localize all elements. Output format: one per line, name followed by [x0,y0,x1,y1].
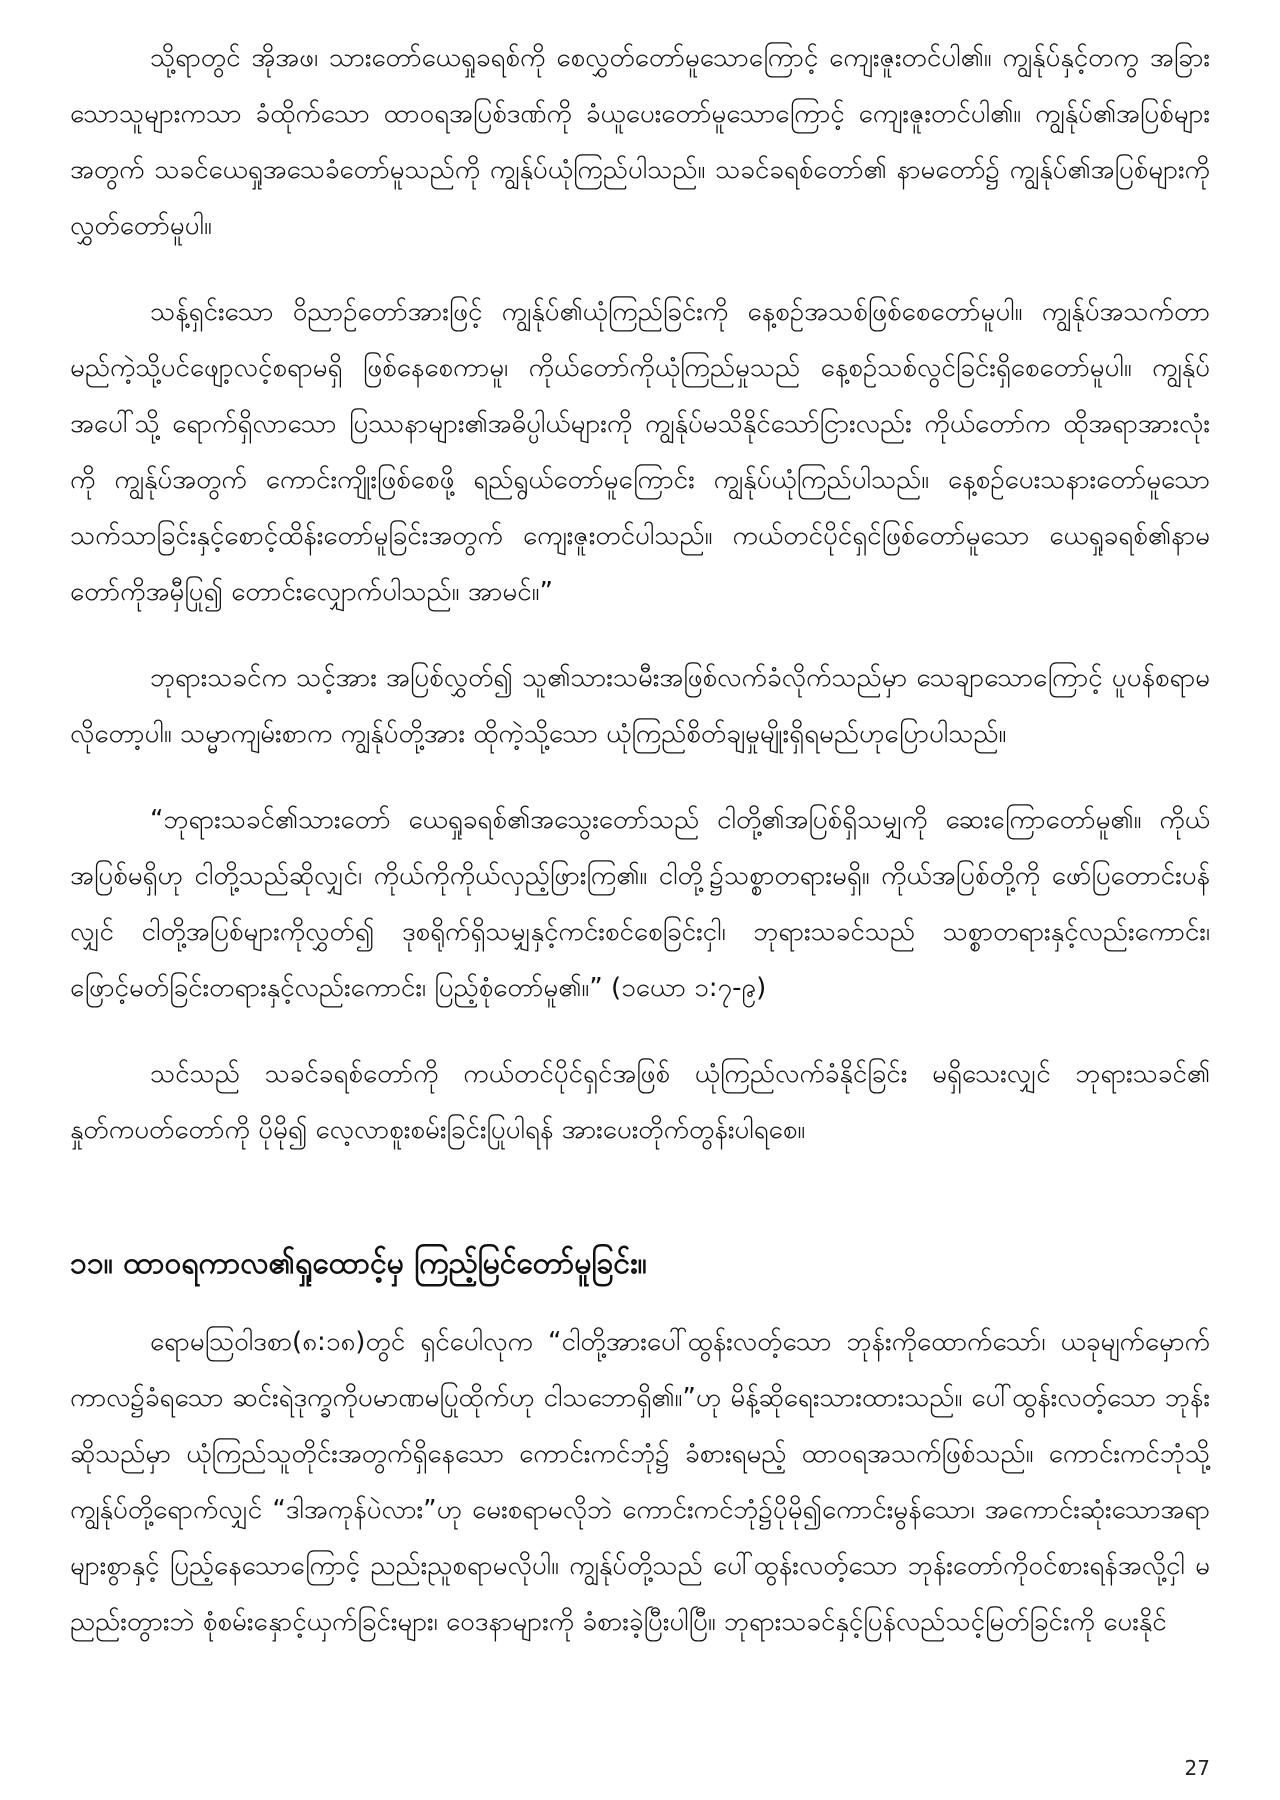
page-number: 27 [1184,1756,1210,1780]
document-page [70,30,1210,1730]
body-paragraph: သန့်ရှင်းသော ဝိညာဉ်တော်အားဖြင့် ကျွန်ုပ်၏ယုံကြည်ခြင်းကို နေ့စဉ်အသစ်ဖြစ်စေတော်မူပါ။ ကျွန်ုပ်အသက်တာ မည်ကဲ့သို့ပင်ဖျော့လင့်စရာမရှိ ဖြစ်နေစေကာမူ၊ ကိုယ်တော်ကိုယုံကြည်မှုသည် နေ့စဉ်သစ်လွင်ခြင်းရှိစေတော်မူပါ။ ကျွန်ုပ်အပေါ်သို့ ရောက်ရှိလာသော ပြဿနာများ၏အဓိပ္ပါယ်များကို ကျွန်ုပ်မသိနိုင်သော်ငြားလည်း ကိုယ်တော်က ထိုအရာအားလုံးကို ကျွန်ုပ်အတွက် ကောင်းကျိုးဖြစ်စေဖို့ ရည်ရွယ်တော်မူကြောင်း ကျွန်ုပ်ယုံကြည်ပါသည်။ နေ့စဉ်ပေးသနားတော်မူသော သက်သာခြင်းနှင့်စောင့်ထိန်းတော်မူခြင်းအတွက် ကျေးဇူးတင်ပါသည်။ ကယ်တင်ပိုင်ရှင်ဖြစ်တော်မူသော ယေရှုခရစ်၏နာမတော်ကိုအမှီပြု၍ တောင်းလျှောက်ပါသည်။ အာမင်။” [70,297,1210,607]
body-paragraph: သို့ရာတွင် အိုအဖ၊ သားတော်ယေရှုခရစ်ကို စေလွှတ်တော်မူသောကြောင့် ကျေးဇူးတင်ပါ၏။ ကျွန်ုပ်နှင့်တကွ အခြားသောသူများကသာ ခံထိုက်သော ထာဝရအပြစ်ဒဏ်ကို ခံယူပေးတော်မူသောကြောင့် ကျေးဇူးတင်ပါ၏။ ကျွန်ုပ်၏အပြစ်များအတွက် သခင်ယေရှုအသေခံတော်မူသည်ကို ကျွန်ုပ်ယုံကြည်ပါသည်။ သခင်ခရစ်တော်၏ နာမတော်၌ ကျွန်ုပ်၏အပြစ်များကို လွှတ်တော်မူပါ။ [70,43,1210,241]
body-paragraph: ဘုရားသခင်က သင့်အား အပြစ်လွှတ်၍ သူ၏သားသမီးအဖြစ်လက်ခံလိုက်သည်မှာ သေချာသောကြောင့် ပူပန်စရာမလိုတော့ပါ။ သမ္မာကျမ်းစာက ကျွန်ုပ်တို့အား ထိုကဲ့သို့သော ယုံကြည်စိတ်ချမှုမျိုးရှိရမည်ဟုပြောပါသည်။ [70,663,1210,749]
scripture-quote-paragraph: “ဘုရားသခင်၏သားတော် ယေရှုခရစ်၏အသွေးတော်သည် ငါတို့၏အပြစ်ရှိသမျှကို ဆေးကြောတော်မူ၏။ ကိုယ်အပြစ်မရှိဟု ငါတို့သည်ဆိုလျှင်၊ ကိုယ်ကိုကိုယ်လှည့်ဖြားကြ၏။ ငါတို့၌သစ္စာတရားမရှိ။ ကိုယ်အပြစ်တို့ကို ဖော်ပြတောင်းပန်လျှင် ငါတို့အပြစ်များကိုလွှတ်၍ ဒုစရိုက်ရှိသမျှနှင့်ကင်းစင်စေခြင်းငှါ၊ ဘုရားသခင်သည် သစ္စာတရားနှင့်လည်းကောင်း၊ ဖြောင့်မတ်ခြင်းတရားနှင့်လည်းကောင်း၊ ပြည့်စုံတော်မူ၏။” (၁ယော ၁:၇-၉) [70,805,1210,1003]
section-spacer [70,1188,1210,1236]
section-heading: ၁၁။ ထာဝရကာလ၏ရှုထောင့်မှ ကြည့်မြင်တော်မူခြင်း။ [70,1246,647,1281]
body-paragraph: ရောမဩဝါဒစာ(၈:၁၈)တွင် ရှင်ပေါလုက “ငါတို့အားပေါ်ထွန်းလတ့်သော ဘုန်းကိုထောက်သော်၊ ယခုမျက်မှောက်ကာလ၌ခံရသော ဆင်းရဲဒုက္ခကိုပမာဏမပြုထိုက်ဟု ငါသဘောရှိ၏။”ဟု မိန့်ဆိုရေးသားထားသည်။ ပေါ်ထွန်းလတ့်သော ဘုန်းဆိုသည်မှာ ယုံကြည်သူတိုင်းအတွက်ရှိနေသော ကောင်းကင်ဘုံ၌ ခံစားရမည့် ထာဝရအသက်ဖြစ်သည်။ ကောင်းကင်ဘုံသို့ကျွန်ုပ်တို့ရောက်လျှင် “ဒါအကုန်ပဲလား”ဟု မေးစရာမလိုဘဲ ကောင်းကင်ဘုံ၌ပိုမို၍ကောင်းမွန်သော၊ အကောင်းဆုံးသောအရာများစွာနှင့် ပြည့်နေသောကြောင့် ညည်းညူစရာမလိုပါ။ ကျွန်ုပ်တို့သည် ပေါ်ထွန်းလတ့်သော ဘုန်းတော်ကိုဝင်စားရန်အလို့ငှါ မညည်းတွားဘဲ စုံစမ်းနှောင့်ယှက်ခြင်းများ၊ ဝေဒနာများကို ခံစားခဲ့ပြီးပါပြီ။ ဘုရားသခင်နှင့်ပြန်လည်သင့်မြတ်ခြင်းကို ပေးနိုင် [70,1327,1210,1637]
body-paragraph: သင်သည် သခင်ခရစ်တော်ကို ကယ်တင်ပိုင်ရှင်အဖြစ် ယုံကြည်လက်ခံနိုင်ခြင်း မရှိသေးလျှင် ဘုရားသခင်၏ နှုတ်ကပတ်တော်ကို ပိုမို၍ လေ့လာစူးစမ်းခြင်းပြုပါရန် အားပေးတိုက်တွန်းပါရစေ။ [70,1059,1210,1145]
